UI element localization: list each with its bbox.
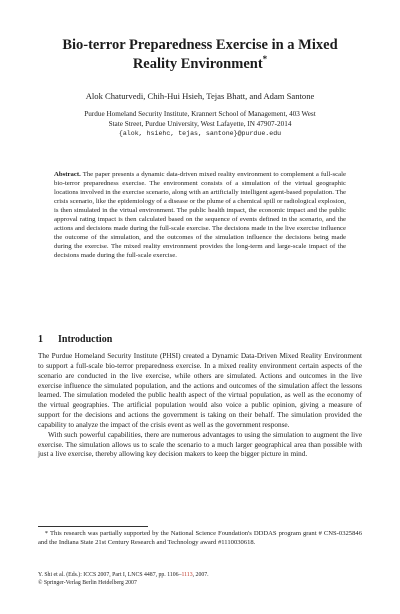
- author-emails: {alok, hsiehc, tejas, santone}@purdue.edu: [118, 130, 282, 137]
- citation-line-2: © Springer-Verlag Berlin Heidelberg 2007: [38, 580, 137, 586]
- footnote-mark: *: [44, 530, 48, 537]
- section-heading: [38, 334, 362, 346]
- footnote-text: This research was partially supported by the National Science Foundation's DDDAS program grant # CNS-0325846 and the Indiana State 21st Century Research and Technology award #1110030618.: [38, 530, 362, 546]
- citation-block: [38, 571, 362, 587]
- abstract-label: Abstract.: [54, 171, 81, 178]
- paper-title: [38, 36, 362, 74]
- paper-page: [38, 0, 362, 614]
- citation-suffix: , 2007.: [192, 572, 209, 578]
- paragraph-2: With such powerful capabilities, there are numerous advantages to using the simulation to augment the live exercise. The simulation allows us to scale the scenario to a much larger geographical area than possible with just a live exercise, thereby allowing key decision makers to keep the bigger picture in mind.: [38, 430, 362, 459]
- affiliation: [38, 110, 362, 139]
- affiliation-line-2: State Street, Purdue University, West Lafayette, IN 47907-2014: [108, 119, 292, 128]
- title-line-1: Bio-terror Preparedness Exercise in a Mixed: [62, 37, 338, 53]
- footnote: [38, 530, 362, 547]
- author-list: Alok Chaturvedi, Chih-Hui Hsieh, Tejas Bhatt, and Adam Santone: [85, 91, 315, 101]
- paragraph-1: The Purdue Homeland Security Institute (PHSI) created a Dynamic Data-Driven Mixed Reality Environment to support a full-scale bio-terror preparedness exercise. In a mixed reality environment certain aspects of the scenario are conducted in the live exercise, while others are simulated. Actions and outcomes in the live exercise influence the simulated population, and the actions and outcomes of the simulation affect the lessons learned. The simulation modeled the public health aspect of the virtual population, as well as the economy of the virtual geographies. The artificial population would also voice a public opinion, giving a measure of support for the decisions and actions the government is taking on their behalf. The simulation provided the capability to analyze the impact of the crisis event as well as the government response.: [38, 352, 362, 429]
- citation-line-1: [38, 571, 362, 579]
- section-title: Introduction: [58, 334, 113, 345]
- abstract-text: The paper presents a dynamic data-driven mixed reality environment to complement a full-scale bio-terror preparedness exercise. The environment consists of a simulation of the virtual geographic locations involved in the exercise scenario, along with an artificially intelligent agent-based population. The crisis scenario, like the epidemiology of a disease or the plume of a chemical spill or radiological explosion, is then simulated in the virtual environment. The public health impact, the economic impact and the public approval rating impact is then calculated based on the sequence of events defined in the scenario, and the actions and decisions made during the full-scale exercise. The decisions made in the live exercise influence the outcome of the simulation, and the outcomes of the simulation influence the decisions being made during the exercise. The mixed reality environment provides the long-term and large-scale impact of the decisions made during the full-scale exercise.: [54, 171, 346, 260]
- footnote-rule: [38, 526, 148, 527]
- introduction-body: [38, 352, 362, 460]
- title-line-2-text: Reality Environment: [132, 56, 263, 72]
- title-footnote-mark: *: [262, 54, 268, 65]
- title-line-2: [38, 55, 362, 74]
- affiliation-line-1: Purdue Homeland Security Institute, Krannert School of Management, 403 West: [84, 110, 316, 118]
- citation-prefix: Y. Shi et al. (Eds.): ICCS 2007, Part I, LNCS 4487, pp. 1106–: [38, 572, 182, 578]
- abstract: [54, 170, 346, 260]
- section-number: 1: [38, 334, 43, 345]
- citation-page-end-link[interactable]: 1113: [181, 572, 193, 578]
